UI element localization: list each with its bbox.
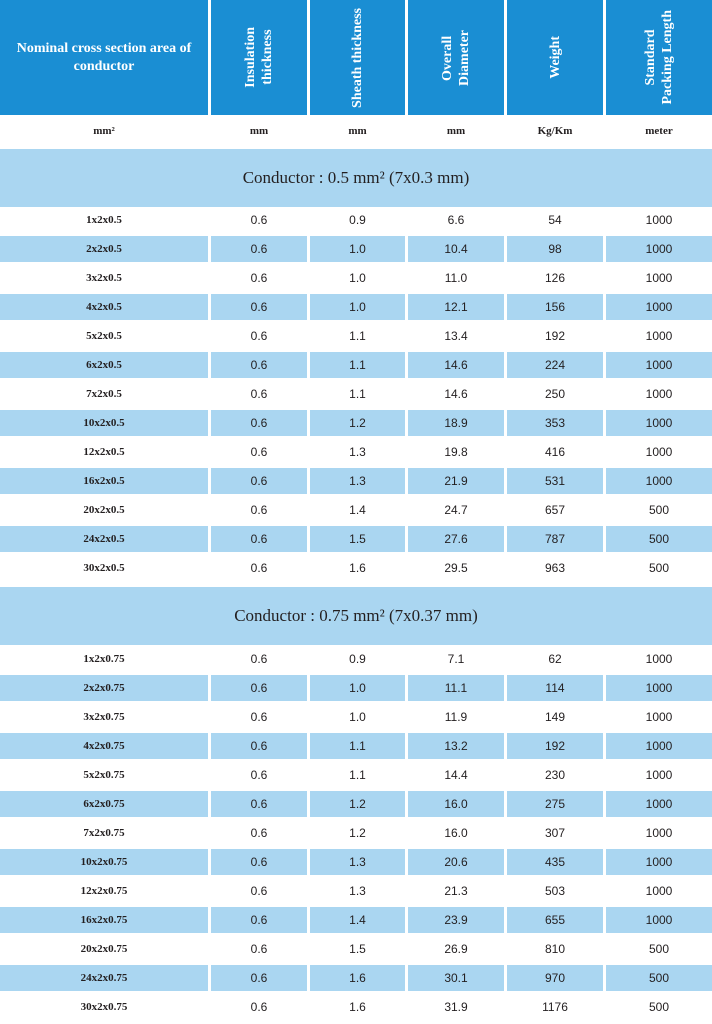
table-cell: 1000: [606, 733, 712, 759]
table-row: [0, 965, 712, 991]
header-insulation-thickness-label: Insulation thickness: [243, 27, 275, 88]
table-row: [0, 526, 712, 552]
table-cell: 657: [544, 503, 566, 517]
table-row: [0, 236, 712, 262]
table-cell: 531: [507, 468, 603, 494]
table-cell: 24x2x0.75: [0, 965, 208, 991]
table-cell: 500: [606, 965, 712, 991]
table-cell: 1000: [606, 352, 712, 378]
header-overall-diameter: [408, 0, 504, 115]
table-cell: 54: [548, 213, 562, 227]
table-cell: 62: [548, 652, 562, 666]
table-cell: 1.0: [310, 294, 405, 320]
table-cell: 0.6: [211, 294, 307, 320]
table-cell: 4x2x0.5: [0, 294, 208, 320]
table-row: [0, 646, 712, 672]
table-cell: 4x2x0.75: [0, 733, 208, 759]
header-weight: [507, 0, 603, 115]
table-cell: 0.6: [250, 826, 268, 840]
table-cell: 1000: [645, 213, 673, 227]
table-cell: 0.6: [211, 468, 307, 494]
header-packing-length: [606, 0, 712, 115]
table-cell: 3x2x0.75: [83, 711, 125, 723]
table-row: [0, 439, 712, 465]
table-cell: 1.2: [310, 791, 405, 817]
table-cell: 11.0: [444, 271, 468, 285]
table-cell: 500: [648, 561, 670, 575]
table-cell: 14.6: [408, 352, 504, 378]
table-cell: 1.3: [349, 884, 366, 898]
table-cell: 7x2x0.75: [83, 827, 125, 839]
table-cell: 655: [507, 907, 603, 933]
table-cell: 500: [606, 526, 712, 552]
table-cell: 1.2: [349, 826, 366, 840]
table-cell: 0.6: [211, 675, 307, 701]
header-cross-section-label: Nominal cross section area of conductor: [16, 40, 192, 74]
section-title: Conductor : 0.5 mm² (7x0.3 mm): [0, 149, 712, 207]
table-cell: 5x2x0.5: [86, 330, 122, 342]
table-cell: 1000: [606, 236, 712, 262]
unit-cross-section: mm²: [93, 125, 115, 137]
table-row: [0, 207, 712, 233]
table-cell: 21.9: [408, 468, 504, 494]
table-cell: 192: [507, 733, 603, 759]
table-cell: 1.4: [349, 503, 366, 517]
table-row: [0, 762, 712, 788]
table-cell: 1.6: [310, 965, 405, 991]
table-cell: 1.1: [310, 733, 405, 759]
table-cell: 7.1: [447, 652, 465, 666]
table-cell: 0.9: [349, 652, 366, 666]
table-cell: 5x2x0.75: [83, 769, 125, 781]
table-row: [0, 733, 712, 759]
table-cell: 435: [507, 849, 603, 875]
table-row: [0, 704, 712, 730]
table-cell: 19.8: [444, 445, 468, 459]
table-cell: 1.0: [349, 710, 366, 724]
table-cell: 14.6: [444, 387, 468, 401]
table-row: [0, 265, 712, 291]
table-cell: 29.5: [444, 561, 468, 575]
table-row: [0, 994, 712, 1020]
header-packing-length-label: Standard Packing Length: [643, 10, 675, 105]
table-cell: 1.4: [310, 907, 405, 933]
table-row: [0, 791, 712, 817]
table-cell: 230: [544, 768, 566, 782]
table-cell: 0.6: [211, 236, 307, 262]
table-cell: 0.6: [250, 387, 268, 401]
table-cell: 21.3: [444, 884, 468, 898]
table-cell: 1000: [606, 410, 712, 436]
table-cell: 24.7: [444, 503, 468, 517]
section-title: Conductor : 0.75 mm² (7x0.37 mm): [0, 587, 712, 645]
table-cell: 1000: [606, 849, 712, 875]
unit-diameter: mm: [446, 125, 466, 137]
table-cell: 1.2: [310, 410, 405, 436]
header-sheath-thickness: [310, 0, 405, 115]
table-cell: 16x2x0.5: [0, 468, 208, 494]
table-cell: 0.6: [250, 942, 268, 956]
table-cell: 1.0: [349, 271, 366, 285]
table-cell: 0.6: [211, 849, 307, 875]
table-cell: 1000: [645, 271, 673, 285]
table-cell: 27.6: [408, 526, 504, 552]
table-cell: 7x2x0.5: [86, 388, 122, 400]
table-cell: 11.1: [408, 675, 504, 701]
table-row: [0, 849, 712, 875]
table-row: [0, 352, 712, 378]
table-cell: 0.6: [250, 710, 268, 724]
table-row: [0, 323, 712, 349]
table-cell: 2x2x0.5: [0, 236, 208, 262]
table-cell: 1000: [606, 675, 712, 701]
table-cell: 787: [507, 526, 603, 552]
header-overall-diameter-label: Overall Diameter: [440, 29, 472, 86]
table-cell: 1.5: [349, 942, 366, 956]
table-row: [0, 555, 712, 581]
table-cell: 0.6: [211, 965, 307, 991]
table-cell: 353: [507, 410, 603, 436]
table-row: [0, 907, 712, 933]
table-cell: 6.6: [447, 213, 465, 227]
table-cell: 10.4: [408, 236, 504, 262]
table-cell: 1000: [606, 791, 712, 817]
table-cell: 500: [648, 1000, 670, 1014]
table-cell: 963: [544, 561, 566, 575]
table-row: [0, 468, 712, 494]
table-cell: 11.9: [444, 710, 468, 724]
table-cell: 500: [648, 942, 670, 956]
table-cell: 114: [507, 675, 603, 701]
table-cell: 6x2x0.5: [0, 352, 208, 378]
table-cell: 307: [544, 826, 566, 840]
table-cell: 24x2x0.5: [0, 526, 208, 552]
table-cell: 1x2x0.75: [83, 653, 125, 665]
table-cell: 26.9: [444, 942, 468, 956]
table-cell: 12x2x0.5: [83, 446, 125, 458]
table-row: [0, 381, 712, 407]
table-cell: 20.6: [408, 849, 504, 875]
table-cell: 1000: [606, 907, 712, 933]
table-cell: 0.6: [211, 791, 307, 817]
table-cell: 250: [544, 387, 566, 401]
table-cell: 0.6: [250, 271, 268, 285]
unit-packing-length: meter: [645, 125, 673, 137]
table-cell: 0.6: [250, 1000, 268, 1014]
table-cell: 23.9: [408, 907, 504, 933]
table-cell: 0.6: [211, 733, 307, 759]
table-cell: 1000: [606, 468, 712, 494]
table-cell: 0.6: [250, 329, 268, 343]
table-cell: 1000: [645, 445, 673, 459]
table-cell: 1.5: [310, 526, 405, 552]
table-cell: 2x2x0.75: [0, 675, 208, 701]
table-row: [0, 294, 712, 320]
table-cell: 18.9: [408, 410, 504, 436]
table-cell: 0.6: [250, 768, 268, 782]
table-cell: 20x2x0.5: [83, 504, 125, 516]
table-cell: 1000: [645, 387, 673, 401]
table-cell: 0.6: [250, 503, 268, 517]
table-row: [0, 675, 712, 701]
unit-sheath: mm: [348, 125, 367, 137]
table-cell: 970: [507, 965, 603, 991]
table-cell: 0.6: [211, 907, 307, 933]
table-row: [0, 936, 712, 962]
table-cell: 0.6: [250, 884, 268, 898]
table-cell: 149: [544, 710, 566, 724]
table-cell: 30x2x0.75: [80, 1001, 128, 1013]
table-cell: 810: [544, 942, 566, 956]
header-sheath-thickness-label: Sheath thickness: [350, 7, 365, 108]
table-cell: 0.6: [211, 526, 307, 552]
table-cell: 503: [544, 884, 566, 898]
table-row: [0, 497, 712, 523]
table-cell: 1.6: [349, 1000, 366, 1014]
table-cell: 416: [544, 445, 566, 459]
table-cell: 1.0: [310, 675, 405, 701]
table-cell: 1000: [645, 652, 673, 666]
table-cell: 16.0: [444, 826, 468, 840]
table-cell: 1x2x0.5: [86, 214, 122, 226]
table-cell: 1.1: [349, 329, 366, 343]
table-cell: 16x2x0.75: [0, 907, 208, 933]
table-cell: 1176: [542, 1000, 568, 1014]
table-cell: 1000: [606, 294, 712, 320]
table-cell: 224: [507, 352, 603, 378]
table-cell: 1000: [645, 768, 673, 782]
table-cell: 98: [507, 236, 603, 262]
table-cell: 1.3: [349, 445, 366, 459]
table-cell: 0.6: [211, 410, 307, 436]
header-weight-label: Weight: [547, 36, 563, 79]
header-insulation-thickness: [211, 0, 307, 115]
table-cell: 3x2x0.5: [86, 272, 122, 284]
table-cell: 1.1: [310, 352, 405, 378]
table-cell: 13.2: [408, 733, 504, 759]
table-cell: 1.3: [310, 468, 405, 494]
table-cell: 6x2x0.75: [0, 791, 208, 817]
table-cell: 1000: [645, 826, 673, 840]
table-cell: 156: [507, 294, 603, 320]
units-row: [0, 115, 712, 147]
table-cell: 0.6: [250, 561, 268, 575]
table-cell: 20x2x0.75: [80, 943, 128, 955]
table-cell: 1.1: [349, 768, 366, 782]
table-cell: 30.1: [408, 965, 504, 991]
table-row: [0, 820, 712, 846]
table-cell: 13.4: [444, 329, 468, 343]
table-cell: 31.9: [444, 1000, 468, 1014]
table-cell: 12.1: [408, 294, 504, 320]
table-cell: 1000: [645, 329, 673, 343]
unit-weight: Kg/Km: [537, 125, 573, 137]
header-cross-section: [0, 0, 208, 115]
table-cell: 0.6: [250, 652, 268, 666]
table-cell: 0.6: [250, 445, 268, 459]
table-cell: 10x2x0.5: [0, 410, 208, 436]
table-cell: 275: [507, 791, 603, 817]
table-cell: 1000: [645, 884, 673, 898]
table-row: [0, 878, 712, 904]
table-cell: 0.6: [211, 352, 307, 378]
table-cell: 192: [544, 329, 566, 343]
table-cell: 14.4: [444, 768, 468, 782]
unit-insulation: mm: [249, 125, 269, 137]
table-cell: 10x2x0.75: [0, 849, 208, 875]
table-cell: 12x2x0.75: [80, 885, 128, 897]
table-row: [0, 410, 712, 436]
table-cell: 1.6: [349, 561, 366, 575]
table-cell: 16.0: [408, 791, 504, 817]
table-cell: 0.9: [349, 213, 366, 227]
table-cell: 1000: [645, 710, 673, 724]
table-cell: 0.6: [250, 213, 268, 227]
table-cell: 500: [648, 503, 670, 517]
table-cell: 30x2x0.5: [83, 562, 125, 574]
table-cell: 1.3: [310, 849, 405, 875]
table-cell: 126: [544, 271, 566, 285]
table-cell: 1.1: [349, 387, 366, 401]
table-cell: 1.0: [310, 236, 405, 262]
